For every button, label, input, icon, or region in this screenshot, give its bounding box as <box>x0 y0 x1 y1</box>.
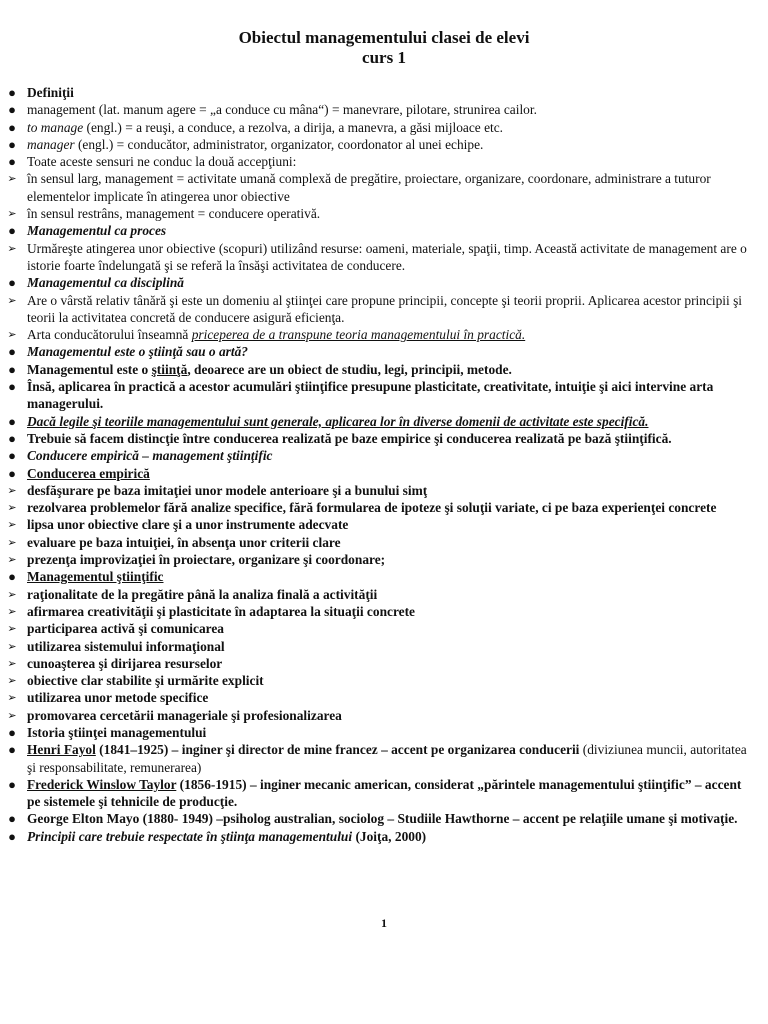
arrow-bullet-icon: ➢ <box>7 328 17 342</box>
text-run: Însă, aplicarea în practică a acestor acumulări ştiinţifice presupune plasticitate, creativitate, intuiţie şi aici intervine arta managerului. <box>27 379 714 412</box>
text-run: promovarea cercetării manageriale şi profesionalizarea <box>27 707 342 723</box>
bullet-icon: ● <box>8 811 16 827</box>
text-run: (Joiţa, 2000) <box>352 828 427 844</box>
arrow-bullet-icon: ➢ <box>7 604 17 618</box>
list-item <box>0 776 768 811</box>
arrow-bullet-icon: ➢ <box>7 553 17 567</box>
bullet-icon: ● <box>8 154 16 170</box>
text-run: afirmarea creativităţii şi plasticitate în adaptarea la situaţii concrete <box>27 603 416 619</box>
text-run: Trebuie să facem distincţie între conducerea realizată pe baze empirice şi conducerea realizată pe bază ştiinţifică. <box>27 430 672 446</box>
arrow-bullet-icon: ➢ <box>7 172 17 186</box>
arrow-bullet-icon: ➢ <box>7 293 17 307</box>
list-item <box>0 741 768 776</box>
list-item <box>0 672 768 689</box>
list-item <box>0 343 768 360</box>
list-item <box>0 326 768 343</box>
bullet-icon: ● <box>8 119 16 135</box>
text-run: Managementul este o ştiinţă sau o artă? <box>27 344 248 360</box>
text-run: , deoarece are un obiect de studiu, legi, principii, metode. <box>187 361 512 377</box>
text-run: Are o vârstă relativ tânără şi este un domeniu al ştiinţei care propune principii, concepte şi teorii proprii. Aplicarea acestor principii şi teorii la activitatea concretă de conducere asigură eficienţa. <box>27 292 743 325</box>
bullet-icon: ● <box>8 724 16 740</box>
bullet-icon: ● <box>8 85 16 100</box>
list-item <box>0 119 768 136</box>
bullet-icon: ● <box>8 828 16 844</box>
list-item <box>0 361 768 378</box>
text-run: evaluare pe baza intuiţiei, în absenţa unor criterii clare <box>27 534 341 550</box>
bullet-icon: ● <box>8 344 16 360</box>
text-run: utilizarea unor metode specifice <box>27 690 209 706</box>
arrow-bullet-icon: ➢ <box>7 587 17 601</box>
list-item <box>0 568 768 585</box>
text-run: Managementul ca proces <box>27 223 167 239</box>
bullet-icon: ● <box>8 275 16 291</box>
document-title: Obiectul managementului clasei de elevi <box>238 28 530 47</box>
list-item <box>0 222 768 239</box>
list-item <box>0 620 768 637</box>
list-item <box>0 84 768 101</box>
list-item <box>0 551 768 568</box>
list-item <box>0 430 768 447</box>
bullet-icon: ● <box>8 361 16 377</box>
list-item <box>0 603 768 620</box>
text-run: management (lat. manum agere = „a conduce cu mâna“) = manevrare, pilotare, strunirea cailor. <box>27 102 537 118</box>
list-item <box>0 828 768 845</box>
list-item <box>0 378 768 413</box>
arrow-bullet-icon: ➢ <box>7 622 17 636</box>
text-run: Istoria ştiinţei managementului <box>27 724 207 740</box>
text-run: cunoaşterea şi dirijarea resurselor <box>27 655 223 671</box>
text-run: (1841–1925) – inginer şi director de mine francez – accent pe organizarea conducerii <box>95 742 580 758</box>
text-run: Principii care trebuie respectate în ştiinţa managementului <box>27 828 353 844</box>
text-run: desfăşurare pe baza imitaţiei unor modele anterioare şi a bunului simţ <box>27 482 428 498</box>
text-run: în sensul restrâns, management = conducere operativă. <box>27 206 321 222</box>
arrow-bullet-icon: ➢ <box>7 708 17 722</box>
text-run: Managementul ca disciplină <box>27 275 184 291</box>
arrow-bullet-icon: ➢ <box>7 691 17 705</box>
arrow-bullet-icon: ➢ <box>7 518 17 532</box>
arrow-bullet-icon: ➢ <box>7 207 17 221</box>
list-item <box>0 724 768 741</box>
list-item <box>0 292 768 327</box>
text-run: to manage <box>27 119 84 135</box>
text-run: Definiţii <box>27 85 74 100</box>
arrow-bullet-icon: ➢ <box>7 535 17 549</box>
bullet-icon: ● <box>8 379 16 395</box>
text-run: utilizarea sistemului informaţional <box>27 638 225 654</box>
text-run: prezenţa improvizaţiei în proiectare, organizare şi coordonare; <box>27 552 386 568</box>
list-item <box>0 499 768 516</box>
list-item <box>0 240 768 275</box>
text-run: Henri Fayol <box>27 742 96 758</box>
arrow-bullet-icon: ➢ <box>7 674 17 688</box>
arrow-bullet-icon: ➢ <box>7 501 17 515</box>
text-run: Arta conducătorului înseamnă <box>27 327 192 343</box>
text-run: Dacă legile şi teoriile managementului sunt generale, aplicarea lor în diverse domenii de activitate este specifică. <box>27 413 649 429</box>
arrow-bullet-icon: ➢ <box>7 241 17 255</box>
list-item <box>0 516 768 533</box>
arrow-bullet-icon: ➢ <box>7 483 17 497</box>
text-run: rezolvarea problemelor fără analize specifice, fără formularea de ipoteze şi soluţii variate, ci pe baza experienţei concrete <box>27 500 717 516</box>
text-run: obiective clar stabilite şi urmărite explicit <box>27 673 264 689</box>
text-run: Managementul este o <box>27 361 152 377</box>
list-item <box>0 534 768 551</box>
text-run: Conducerea empirică <box>27 465 150 481</box>
list-item <box>0 101 768 118</box>
list-item <box>0 689 768 706</box>
list-item <box>0 170 768 205</box>
bullet-icon: ● <box>8 448 16 464</box>
text-run: priceperea de a transpune teoria managementului în practică. <box>191 327 526 343</box>
list-item <box>0 707 768 724</box>
list-item <box>0 153 768 170</box>
text-run: Frederick Winslow Taylor <box>27 776 177 792</box>
list-item <box>0 655 768 672</box>
bullet-icon: ● <box>8 776 16 792</box>
list-item <box>0 482 768 499</box>
list-item <box>0 274 768 291</box>
document-subtitle: curs 1 <box>362 48 406 67</box>
text-run: ştiinţă <box>151 361 188 377</box>
text-run: lipsa unor obiective clare şi a unor instrumente adecvate <box>27 517 349 533</box>
text-run: în sensul larg, management = activitate umană complexă de pregătire, proiectare, organizare, coordonare, administrare a tuturor elementelor implicate în atingerea unor obiective <box>27 171 711 204</box>
text-run: raţionalitate de la pregătire până la analiza finală a activităţii <box>27 586 378 602</box>
text-run: (1856-1915) – inginer mecanic american, considerat „părintele managementului ştiinţific” – accent pe sistemele şi tehnicile de producţie. <box>27 776 742 810</box>
text-run: Conducere empirică – management ştiinţific <box>27 448 273 464</box>
bullet-icon: ● <box>8 136 16 152</box>
list-item <box>0 205 768 222</box>
list-item <box>0 413 768 430</box>
text-run: manager <box>27 136 75 152</box>
content-list <box>0 84 768 845</box>
text-run: participarea activă şi comunicarea <box>27 621 224 637</box>
page-number: 1 <box>381 916 387 930</box>
list-item <box>0 465 768 482</box>
text-run: George Elton Mayo (1880- 1949) –psiholog australian, sociolog – Studiile Hawthorne – accent pe relaţiile umane şi motivaţie. <box>27 811 738 827</box>
bullet-icon: ● <box>8 102 16 118</box>
text-run: Managementul ştiinţific <box>27 569 164 585</box>
bullet-icon: ● <box>8 465 16 481</box>
text-run: Toate aceste sensuri ne conduc la două accepţiuni: <box>27 154 297 170</box>
bullet-icon: ● <box>8 742 16 758</box>
bullet-icon: ● <box>8 223 16 239</box>
list-item <box>0 136 768 153</box>
bullet-icon: ● <box>8 430 16 446</box>
bullet-icon: ● <box>8 569 16 585</box>
list-item <box>0 447 768 464</box>
text-run: (engl.) = conducător, administrator, organizator, coordonator al unei echipe. <box>74 136 484 152</box>
text-run: Urmăreşte atingerea unor obiective (scopuri) utilizând resurse: oameni, materiale, spaţii, timp. Această activitate de management are o istorie foarte îndelungată şi se referă la însăşi activitatea de conducere. <box>27 240 747 273</box>
list-item <box>0 810 768 827</box>
arrow-bullet-icon: ➢ <box>7 639 17 653</box>
text-run: (diviziunea muncii, autoritatea şi responsabilitate, remunerarea) <box>27 742 747 775</box>
bullet-icon: ● <box>8 413 16 429</box>
list-item <box>0 638 768 655</box>
arrow-bullet-icon: ➢ <box>7 656 17 670</box>
text-run: (engl.) = a reuşi, a conduce, a rezolva, a dirija, a manevra, a găsi mijloace etc. <box>83 119 504 135</box>
list-item <box>0 586 768 603</box>
